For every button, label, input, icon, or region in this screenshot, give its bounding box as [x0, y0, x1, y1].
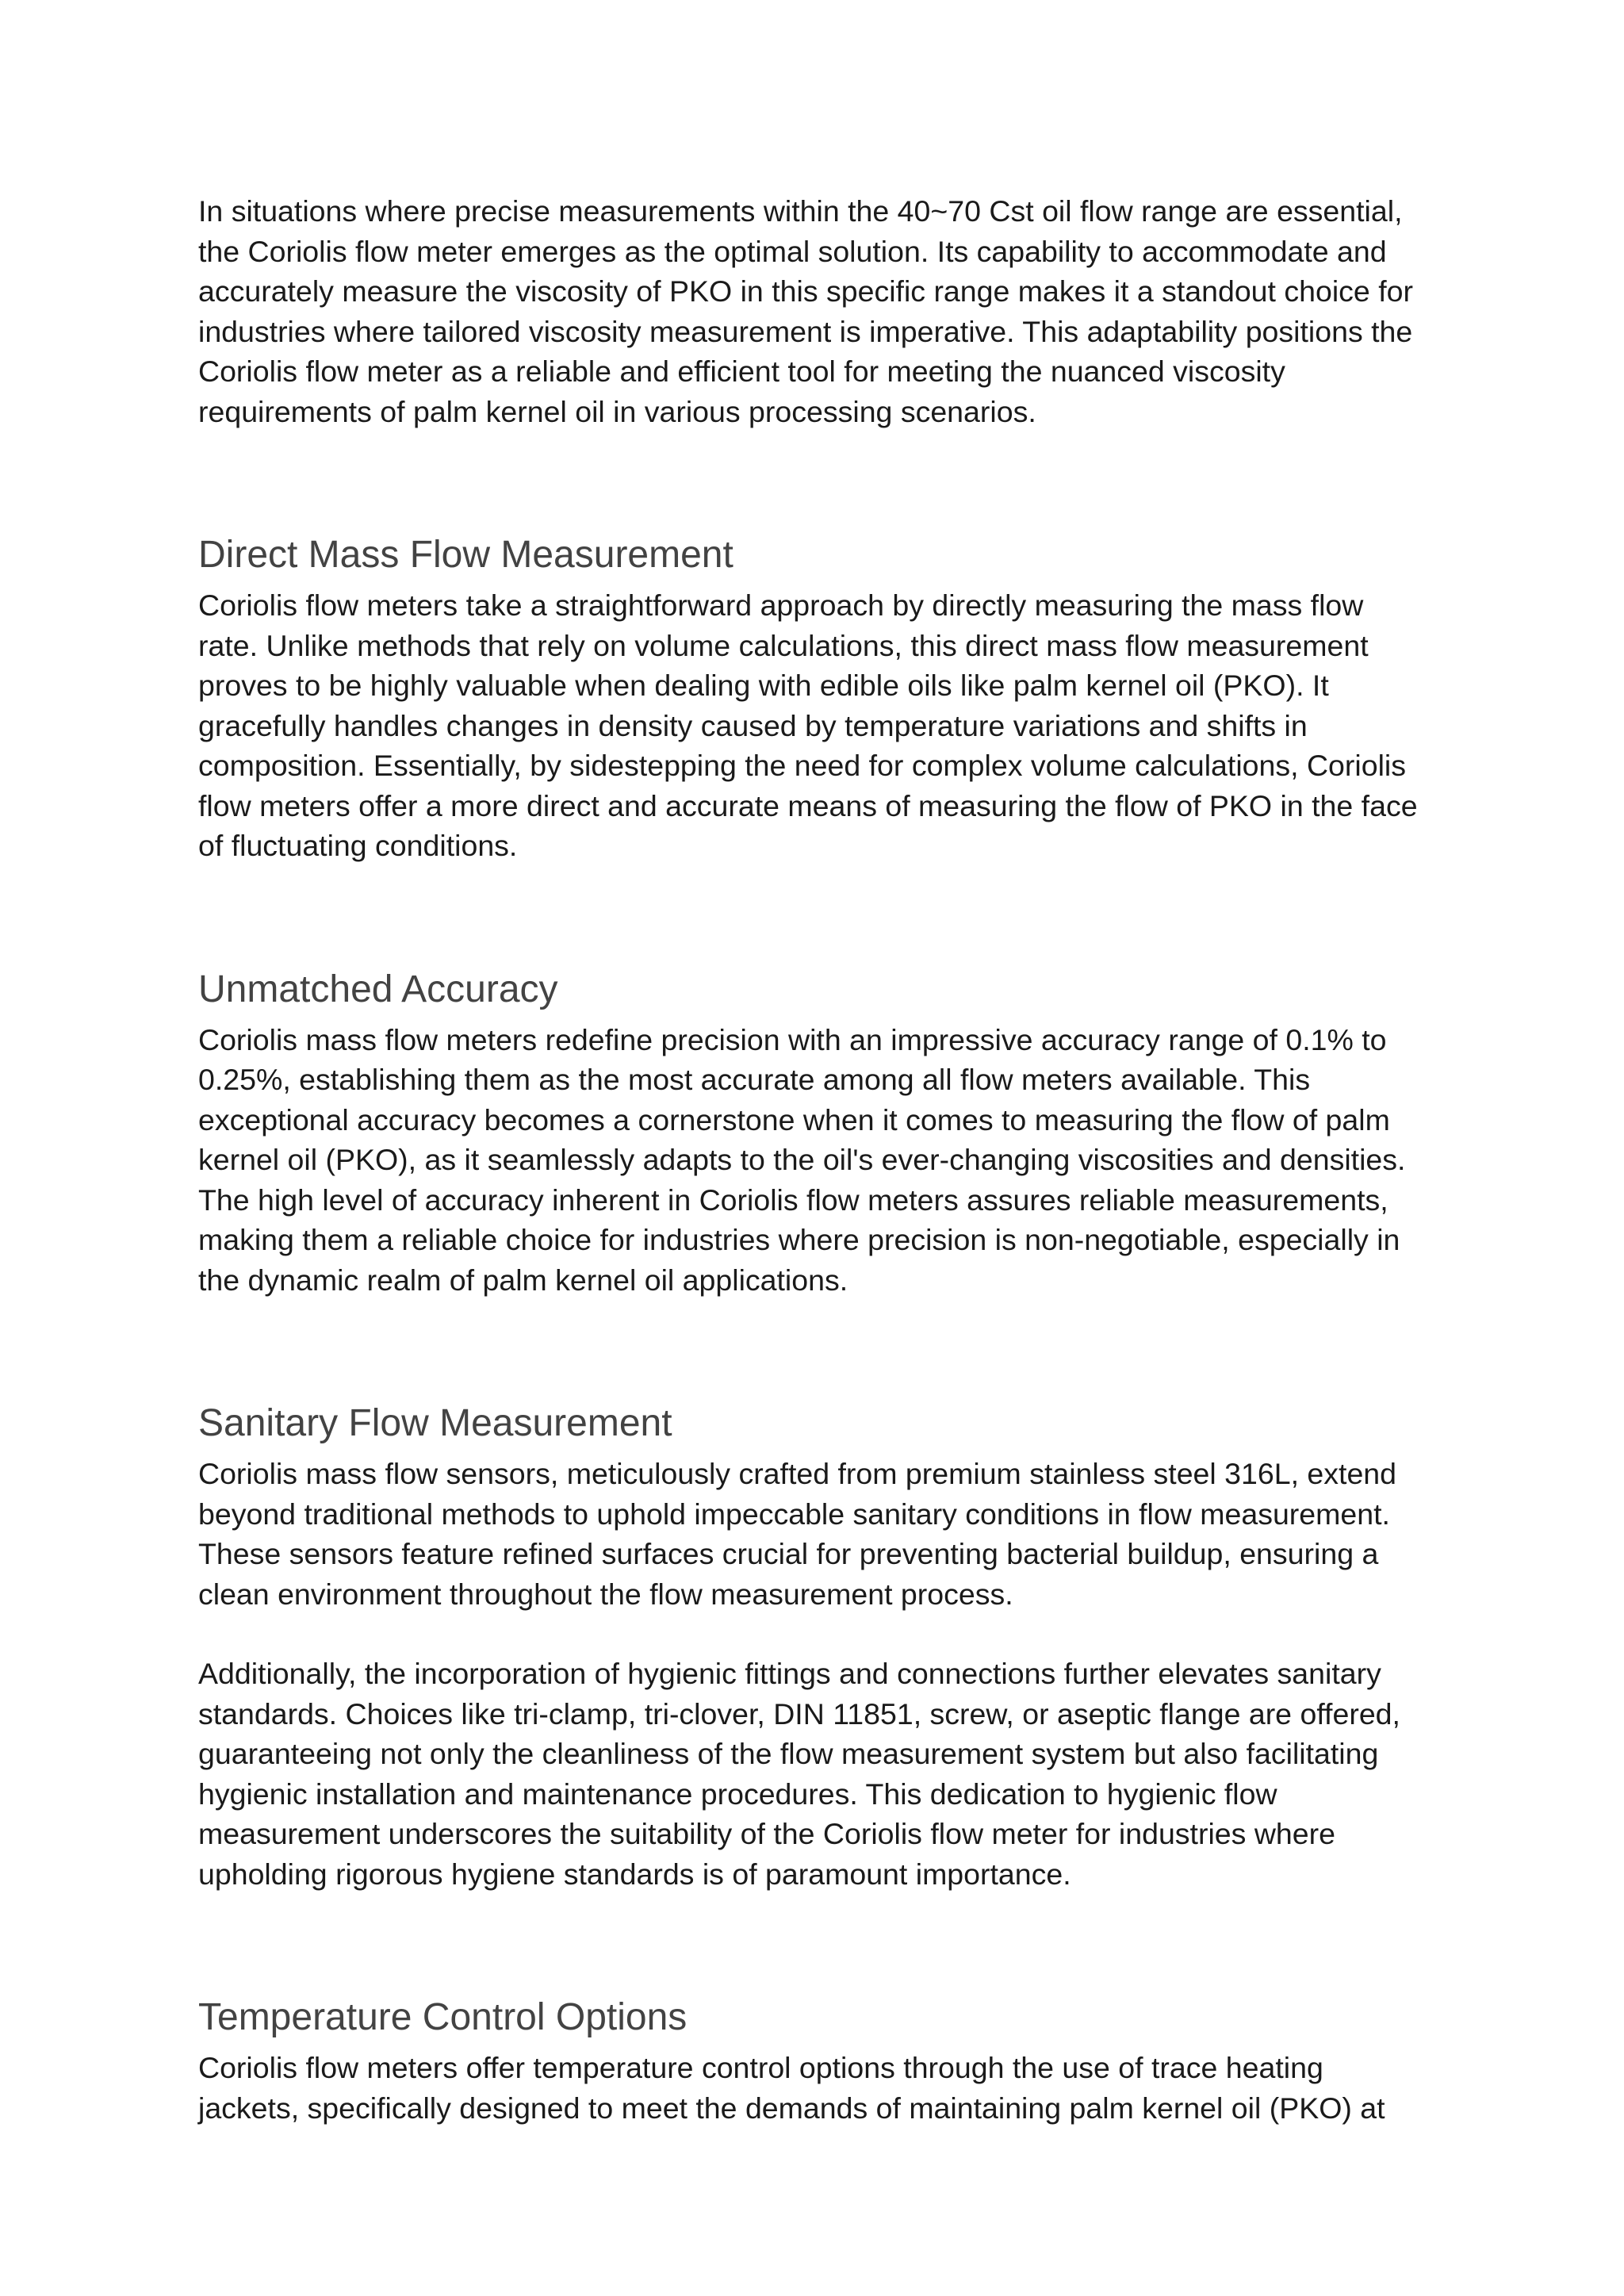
heading-temperature-control: Temperature Control Options [198, 1996, 688, 2038]
paragraph-direct-mass-flow: Coriolis flow meters take a straightforward approach by directly measuring the mass flow rate. Unlike methods that rely on volume calculations, this direct mass flow measurement proves to be highly valuable when dealing with edible oils like palm kernel oil (PKO). It gracefully handles changes in density caused by temperature variations and shifts in composition. Essentially, by sidestepping the need for complex volume calculations, Coriolis flow meters offer a more direct and accurate means of measuring the flow of PKO in the face of fluctuating conditions. [198, 588, 1418, 862]
heading-direct-mass-flow: Direct Mass Flow Measurement [198, 534, 733, 576]
heading-sanitary-flow: Sanitary Flow Measurement [198, 1402, 672, 1444]
paragraph-sanitary-flow-2: Additionally, the incorporation of hygienic fittings and connections further elevates sanitary standards. Choices like tri-clamp, tri-clover, DIN 11851, screw, or aseptic flange are offered, guaranteeing not only the cleanliness of the flow measurement system but also facilitating hygienic installation and maintenance procedures. This dedication to hygienic flow measurement underscores the suitability of the Coriolis flow meter for industries where upholding rigorous hygiene standards is of paramount importance. [198, 1657, 1400, 1891]
paragraph-sanitary-flow-1: Coriolis mass flow sensors, meticulously crafted from premium stainless steel 316L, extend beyond traditional methods to uphold impeccable sanitary conditions in flow measurement. These sensors feature refined surfaces crucial for preventing bacterial buildup, ensuring a clean environment throughout the flow measurement process. [198, 1457, 1397, 1611]
intro-paragraph: In situations where precise measurements within the 40~70 Cst oil flow range are essential, the Coriolis flow meter emerges as the optimal solution. Its capability to accommodate and accurately measure the viscosity of PKO in this specific range makes it a standout choice for industries where tailored viscosity measurement is imperative. This adaptability positions the Coriolis flow meter as a reliable and efficient tool for meeting the nuanced viscosity requirements of palm kernel oil in various processing scenarios. [198, 194, 1413, 428]
heading-unmatched-accuracy: Unmatched Accuracy [198, 968, 558, 1010]
paragraph-unmatched-accuracy: Coriolis mass flow meters redefine precision with an impressive accuracy range of 0.1% to 0.25%, establishing them as the most accurate among all flow meters available. This exceptional accuracy becomes a cornerstone when it comes to measuring the flow of palm kernel oil (PKO), as it seamlessly adapts to the oil's ever-changing viscosities and densities. The high level of accuracy inherent in Coriolis flow meters assures reliable measurements, making them a reliable choice for industries where precision is non-negotiable, especially in the dynamic realm of palm kernel oil applications. [198, 1022, 1406, 1297]
paragraph-temperature-control: Coriolis flow meters offer temperature control options through the use of trace heating jackets, specifically designed to meet the demands of maintaining palm kernel oil (PKO) at [198, 2051, 1385, 2125]
document-body [198, 191, 1459, 2128]
